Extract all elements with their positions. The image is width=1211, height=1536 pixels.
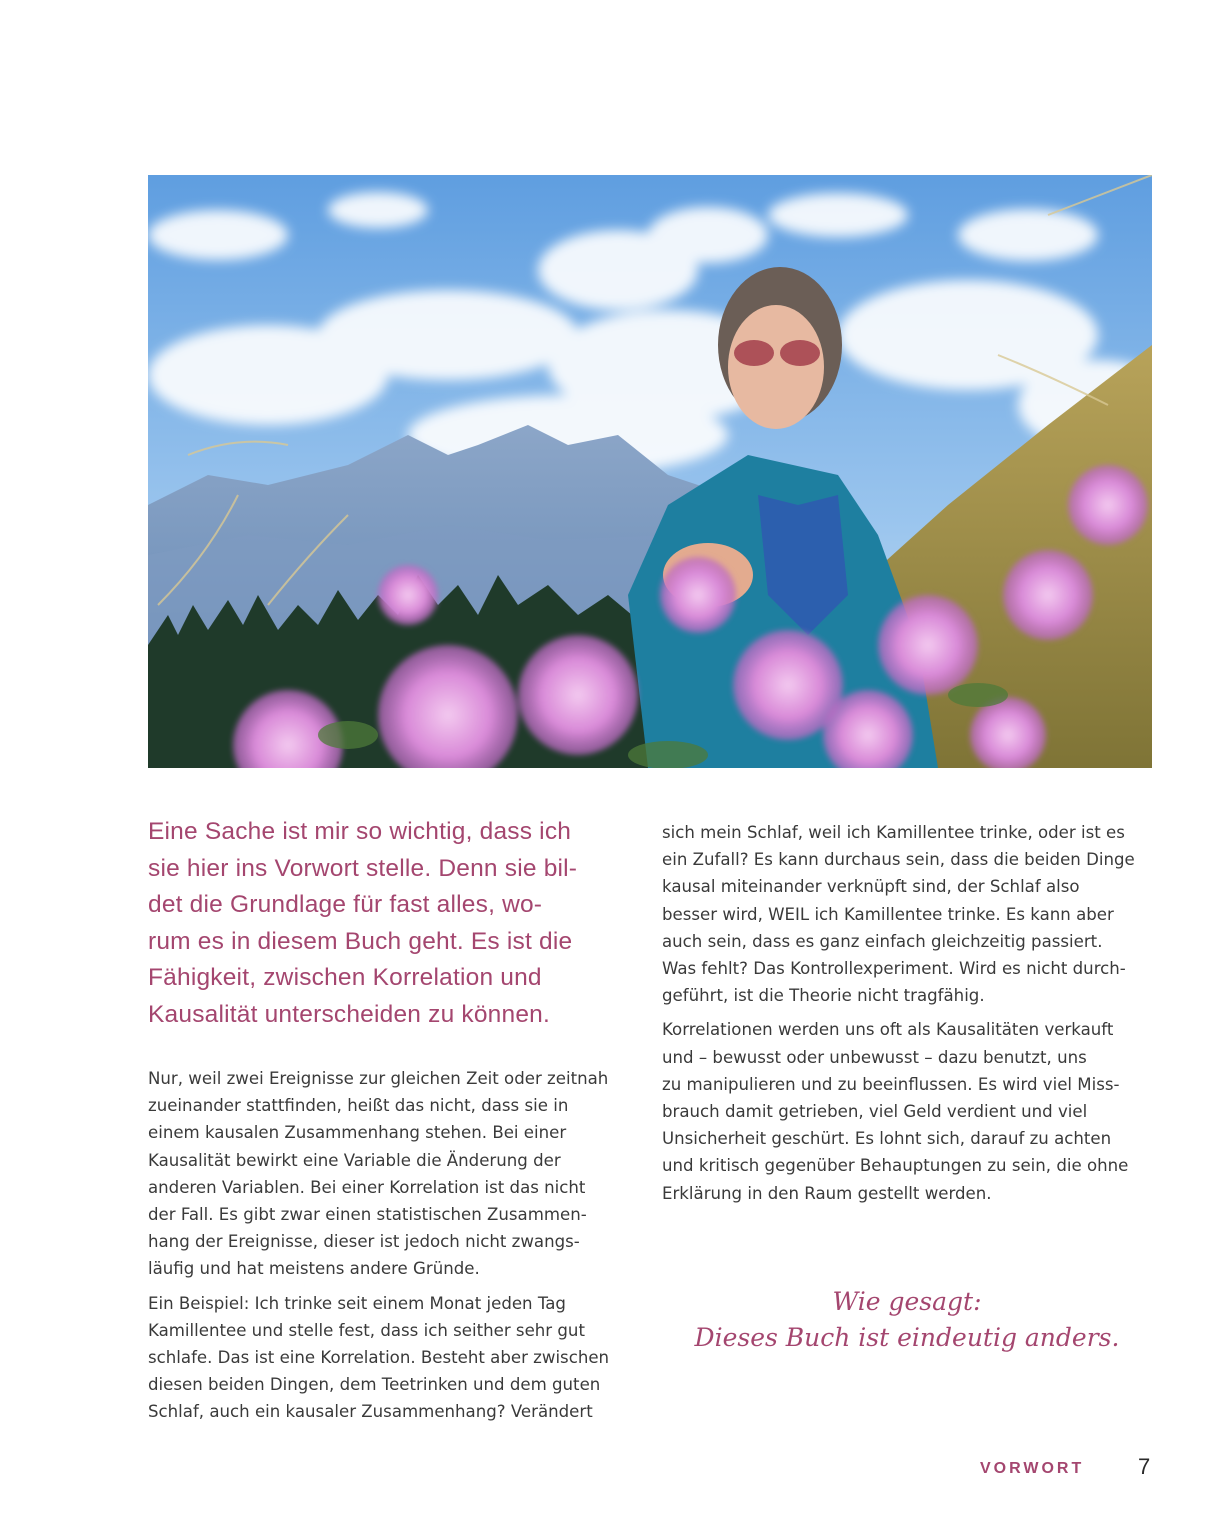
quote-line-2: Dieses Buch ist eindeutig anders. bbox=[694, 1323, 1120, 1352]
lead-line: Fähigkeit, zwischen Korrelation und bbox=[148, 964, 542, 991]
text-line: kausal miteinander verknüpft sind, der Schlaf also bbox=[662, 877, 1080, 897]
meadow-illustration bbox=[148, 175, 1152, 768]
text-line: der Fall. Es gibt zwar einen statistischen Zusammen- bbox=[148, 1205, 587, 1225]
text-line: ein Zufall? Es kann durchaus sein, dass die beiden Dinge bbox=[662, 850, 1135, 870]
text-line: auch sein, dass es ganz einfach gleichzeitig passiert. bbox=[662, 931, 1103, 951]
text-line: läufig und hat meistens andere Gründe. bbox=[148, 1259, 480, 1279]
left-column bbox=[148, 1065, 633, 1433]
lead-line: rum es in diesem Buch geht. Es ist die bbox=[148, 927, 573, 955]
text-line: brauch damit getrieben, viel Geld verdient und viel bbox=[662, 1102, 1088, 1122]
text-line: Unsicherheit geschürt. Es lohnt sich, darauf zu achten bbox=[662, 1129, 1112, 1149]
text-line: anderen Variablen. Bei einer Korrelation ist das nicht bbox=[148, 1177, 586, 1197]
text-line: Kausalität bewirkt eine Variable die Änderung der bbox=[148, 1150, 561, 1170]
body-paragraph bbox=[662, 819, 1157, 1009]
lead-paragraph bbox=[148, 814, 638, 1033]
body-paragraph bbox=[148, 1065, 633, 1283]
lead-line: det die Grundlage für fast alles, wo- bbox=[148, 891, 543, 918]
text-line: hang der Ereignisse, dieser ist jedoch nicht zwangs- bbox=[148, 1232, 580, 1252]
text-line: zueinander stattfinden, heißt das nicht, dass sie in bbox=[148, 1096, 569, 1116]
text-line: und – bewusst oder unbewusst – dazu benutzt, uns bbox=[662, 1047, 1087, 1067]
text-line: Korrelationen werden uns oft als Kausalitäten verkauft bbox=[662, 1020, 1114, 1040]
text-line: Was fehlt? Das Kontrollexperiment. Wird es nicht durch- bbox=[662, 959, 1126, 979]
lead-line: Kausalität unterscheiden zu können. bbox=[148, 1000, 550, 1028]
text-line: und kritisch gegenüber Behauptungen zu sein, die ohne bbox=[662, 1156, 1129, 1176]
text-line: schlafe. Das ist eine Korrelation. Besteht aber zwischen bbox=[148, 1348, 610, 1368]
text-line: Erklärung in den Raum gestellt werden. bbox=[662, 1183, 992, 1203]
text-line: zu manipulieren und zu beeinflussen. Es wird viel Miss- bbox=[662, 1074, 1120, 1094]
pull-quote bbox=[662, 1284, 1152, 1356]
quote-line-1: Wie gesagt: bbox=[832, 1287, 982, 1316]
right-column bbox=[662, 819, 1157, 1214]
hero-photo bbox=[148, 175, 1152, 768]
text-line: Ein Beispiel: Ich trinke seit einem Monat jeden Tag bbox=[148, 1293, 566, 1313]
text-line: diesen beiden Dingen, dem Teetrinken und dem guten bbox=[148, 1375, 601, 1395]
body-paragraph bbox=[148, 1290, 633, 1426]
text-line: Nur, weil zwei Ereignisse zur gleichen Zeit oder zeitnah bbox=[148, 1069, 609, 1088]
text-line: besser wird, WEIL ich Kamillentee trinke. Es kann aber bbox=[662, 904, 1114, 924]
text-line: Schlaf, auch ein kausaler Zusammenhang? Verändert bbox=[148, 1402, 593, 1422]
body-paragraph bbox=[662, 1016, 1157, 1206]
page-number: 7 bbox=[1138, 1454, 1151, 1479]
text-line: sich mein Schlaf, weil ich Kamillentee trinke, oder ist es bbox=[662, 823, 1125, 842]
text-line: geführt, ist die Theorie nicht tragfähig. bbox=[662, 986, 985, 1006]
running-footer-section: VORWORT bbox=[980, 1460, 1085, 1477]
text-line: einem kausalen Zusammenhang stehen. Bei einer bbox=[148, 1123, 567, 1143]
text-line: Kamillentee und stelle fest, dass ich seither sehr gut bbox=[148, 1320, 585, 1340]
lead-line: sie hier ins Vorwort stelle. Denn sie bil- bbox=[148, 854, 578, 882]
lead-line: Eine Sache ist mir so wichtig, dass ich bbox=[148, 818, 572, 845]
